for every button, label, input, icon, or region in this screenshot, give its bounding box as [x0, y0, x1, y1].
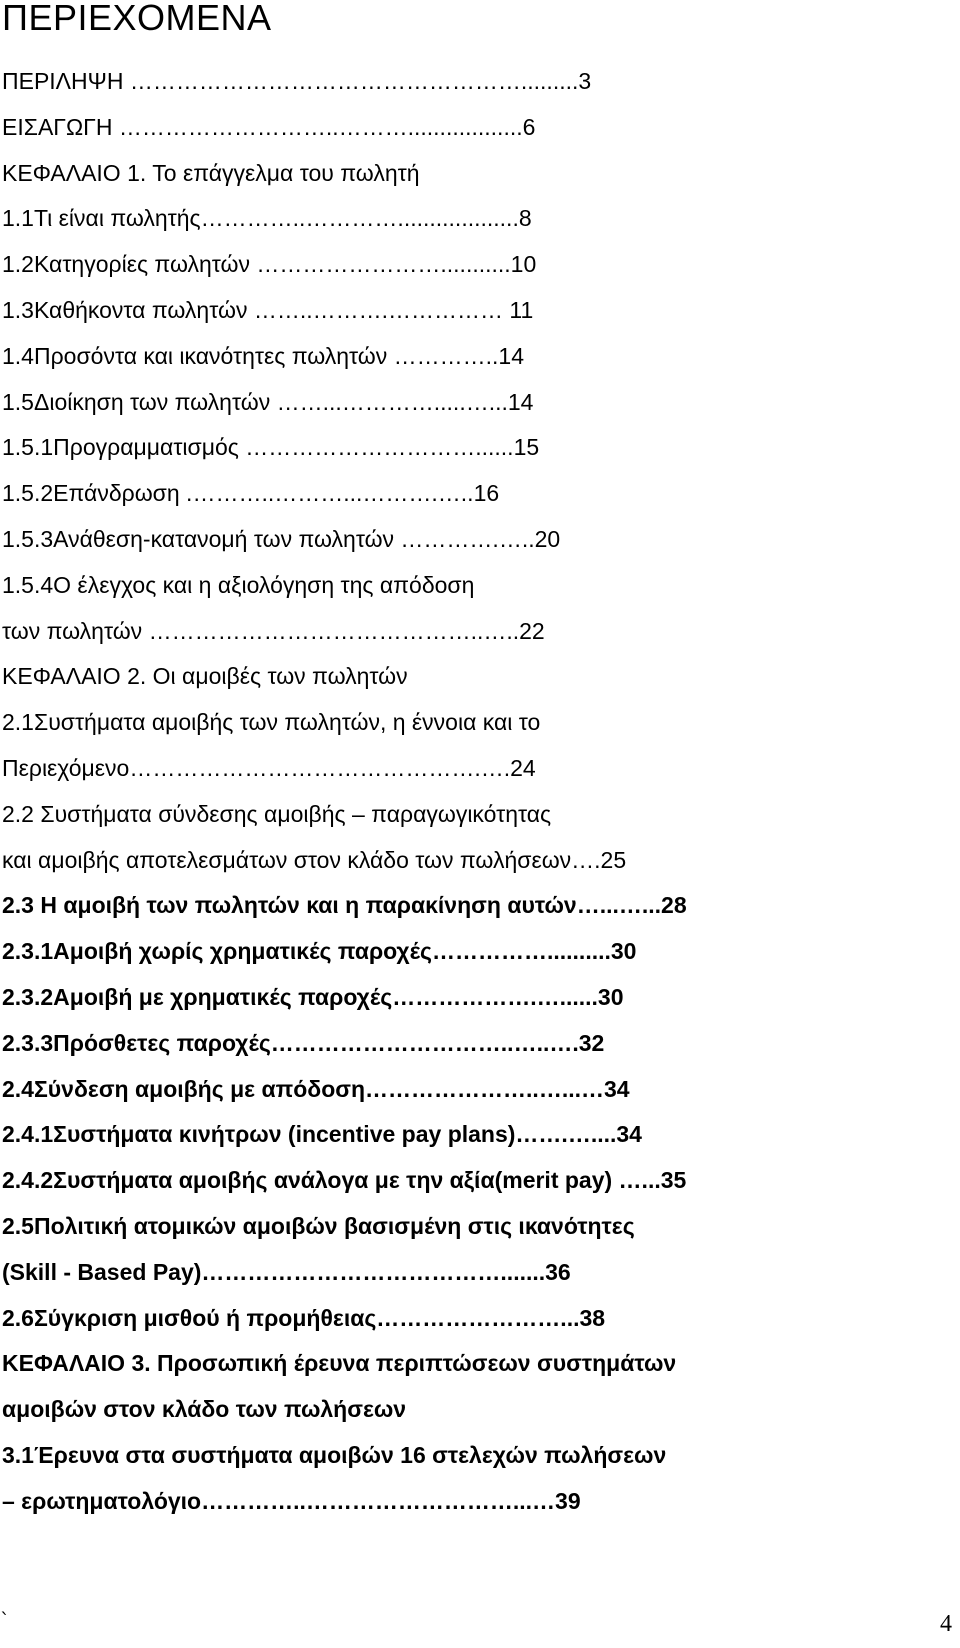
toc-entry: 1.3Καθήκοντα πωλητών ……..……….…………… 11 [2, 297, 534, 323]
toc-entry: 1.5.4Ο έλεγχος και η αξιολόγηση της απόδοση [2, 571, 475, 598]
toc-entry: – ερωτηματολόγιο…………..………………………...…39 [2, 1487, 581, 1514]
toc-entry: ΚΕΦΑΛΑΙΟ 3. Προσωπική έρευνα περιπτώσεων συστημάτων [2, 1350, 677, 1377]
toc-entry: και αμοιβής αποτελεσμάτων στον κλάδο των πωλήσεων….25 [2, 846, 627, 873]
toc-entry: 1.5Διοίκηση των πωλητών ……...………….....…...14 [2, 388, 534, 415]
page-number: 4 [940, 1611, 952, 1637]
toc-entry: 2.6Σύγκριση μισθού ή προμήθειας……………………...38 [2, 1304, 606, 1331]
footer-mark: ` [0, 1608, 10, 1632]
toc-entry: 2.1Συστήματα αμοιβής των πωλητών, η έννοια και το [2, 709, 541, 736]
toc-entry: ΠΕΡΙΛΗΨΗ …………………………………………….........3 [2, 68, 592, 94]
toc-entry: 1.5.3Ανάθεση-κατανομή των πωλητών ………….…..20 [2, 526, 561, 552]
toc-entry: των πωλητών ……………………………………..…..22 [2, 617, 545, 644]
toc-entry: 2.5Πολιτική ατομικών αμοιβών βασισμένη στις ικανότητες [2, 1213, 635, 1239]
toc-entry: Περιεχόμενο……………………………………….….24 [2, 755, 536, 781]
toc-entry: ΚΕΦΑΛΑΙΟ 2. Οι αμοιβές των πωλητών [2, 663, 408, 690]
toc-entry: 1.5.1Προγραμματισμός …………………………......15 [2, 434, 540, 461]
toc-entry: 2.3 Η αμοιβή των πωλητών και η παρακίνηση αυτών…...…...28 [2, 892, 687, 919]
toc-entry: 2.3.2Αμοιβή με χρηματικές παροχές……………….…......30 [2, 984, 624, 1010]
toc-entry: αμοιβών στον κλάδο των πωλήσεων [2, 1396, 407, 1423]
toc-entry: 1.4Προσόντα και ικανότητες πωλητών …………..14 [2, 342, 525, 369]
page-title: ΠΕΡΙΕΧΟΜΕΝΑ [2, 0, 272, 38]
toc-entry: 2.4.1Συστήματα κινήτρων (incentive pay plans)…….…....34 [2, 1121, 642, 1148]
toc-entry: 2.4Σύνδεση αμοιβής με απόδοση…………………..…...…34 [2, 1075, 630, 1102]
toc-entry: ΕΙΣΑΓΩΓΗ ………………………..………..................6 [2, 113, 536, 140]
toc-entry: 1.5.2Επάνδρωση .………..………...……….…..16 [2, 480, 500, 507]
toc-entry: 2.2 Συστήματα σύνδεσης αμοιβής – παραγωγικότητας [2, 800, 552, 827]
toc-entry: ΚΕΦΑΛΑΙΟ 1. Το επάγγελμα του πωλητή [2, 159, 420, 186]
toc-entry: 2.4.2Συστήματα αμοιβής ανάλογα με την αξία(merit pay) …...35 [2, 1167, 687, 1194]
toc-entry: (Skill - Based Pay)………………………………….......36 [2, 1258, 571, 1285]
toc-entry: 3.1Έρευνα στα συστήματα αμοιβών 16 στελεχών πωλήσεων [2, 1442, 667, 1468]
toc-entry: 1.1Τι είναι πωλητής…………..…………...................8 [2, 205, 532, 232]
toc-entry: 2.3.1Αμοιβή χωρίς χρηματικές παροχές……………..........30 [2, 938, 637, 965]
toc-entry: 2.3.3Πρόσθετες παροχές…………………………..…..….32 [2, 1029, 605, 1056]
toc-entry: 1.2Κατηγορίες πωλητών ……………………...........10 [2, 251, 537, 278]
